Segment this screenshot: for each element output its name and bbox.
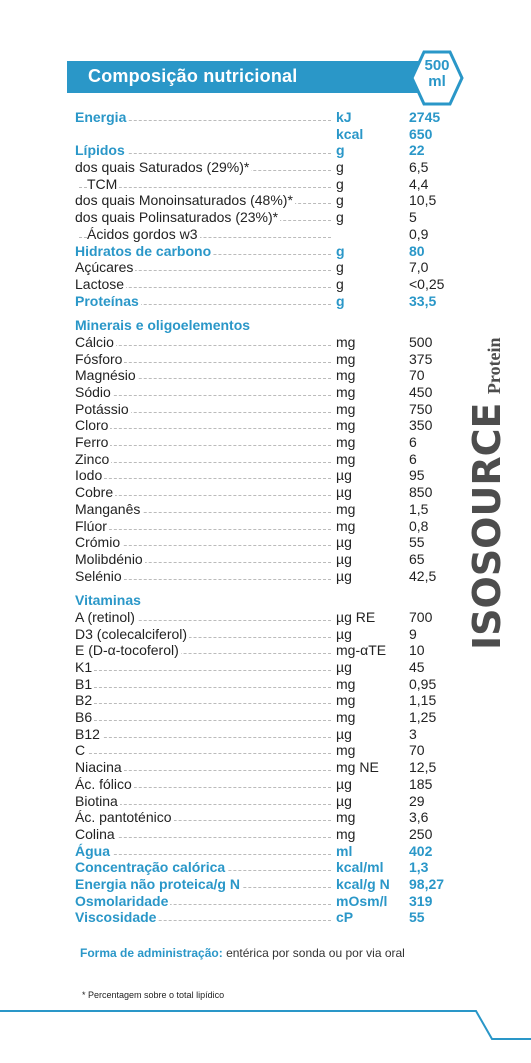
brand-variant: Protein [484,337,504,395]
row-label: Osmolaridade [75,892,169,909]
table-row [75,609,455,626]
table-row [75,726,455,743]
leader-dots [79,720,331,721]
leader-dots [79,345,331,346]
table-row [75,692,455,709]
row-unit: mg [336,350,356,367]
row-value: 350 [409,417,433,434]
row-value: 9 [409,625,417,642]
table-row [75,809,455,826]
row-unit: ml [336,842,353,859]
row-label: TCM [87,175,118,192]
row-label: Biotina [75,792,118,809]
table-row [75,176,455,193]
table-row [75,859,455,876]
table-row [75,276,455,293]
table-row [75,417,455,434]
table-row [75,384,455,401]
row-unit: kcal [336,125,364,142]
table-row [75,243,455,260]
row-unit: g [336,159,344,176]
table-row [75,709,455,726]
row-spacer [75,309,455,317]
row-value: 3 [409,725,417,742]
row-label: Flúor [75,517,107,534]
row-label: dos quais Polinsaturados (23%)* [75,209,279,226]
row-unit: g [336,259,344,276]
row-label: E (D-α-tocoferol) [75,642,179,659]
row-unit: µg [336,725,352,742]
row-unit: mg NE [336,759,379,776]
row-label: A (retinol) [75,608,135,625]
row-label: Iodo [75,467,103,484]
section-heading [75,592,455,609]
table-row [75,126,455,143]
row-label: Ferro [75,434,109,451]
row-unit: mg [336,367,356,384]
row-label: B6 [75,709,93,726]
row-unit: µg [336,534,352,551]
row-label: Ácidos gordos w3 [87,225,198,242]
row-value: 250 [409,825,433,842]
row-unit: cP [336,909,354,926]
table-row [75,568,455,585]
row-label: Magnésio [75,367,136,384]
row-unit: g [336,175,344,192]
table-row [75,626,455,643]
leader-dots [79,687,331,688]
row-value: 65 [409,550,425,567]
row-value: 2745 [409,109,441,125]
row-value: 33,5 [409,292,437,309]
row-value: 185 [409,775,433,792]
row-label: Cloro [75,417,109,434]
row-label: Ác. fólico [75,775,132,792]
row-value: 850 [409,484,433,501]
row-value: 80 [409,242,425,259]
table-row [75,759,455,776]
row-label: Zinco [75,450,110,467]
table-row [75,259,455,276]
nutrition-table [75,109,455,926]
table-row [75,367,455,384]
table-row [75,826,455,843]
row-value: 55 [409,909,425,926]
table-row [75,159,455,176]
row-unit: µg [336,467,352,484]
row-value: 402 [409,842,433,859]
leader-dots [79,703,331,704]
brand-logo [465,337,509,650]
row-unit: mg [336,400,356,417]
row-label: Vitaminas [75,592,141,609]
row-unit: mg [336,709,356,726]
row-unit: mg [336,809,356,826]
row-unit: mg [336,742,356,759]
row-unit: g [336,292,345,309]
volume-value: 500 [424,57,450,74]
table-row [75,876,455,893]
row-unit: µg [336,567,352,584]
volume-badge-text [410,58,464,90]
row-value: 6,5 [409,159,429,176]
row-value: 1,25 [409,709,437,726]
row-value: 319 [409,892,433,909]
administration-label: Forma de administração: [80,946,223,960]
row-value: 4,4 [409,175,429,192]
row-unit: g [336,242,345,259]
row-label: Água [75,842,110,859]
table-row [75,192,455,209]
table-row [75,659,455,676]
row-value: 70 [409,742,425,759]
row-value: 375 [409,350,433,367]
row-unit: g [336,209,344,226]
row-unit: kcal/g N [336,875,390,892]
row-value: 700 [409,608,433,625]
row-unit: mg [336,434,356,451]
row-label: Hidratos de carbono [75,242,212,259]
row-value: 3,6 [409,809,429,826]
row-label: dos quais Monoinsaturados (48%)* [75,192,293,209]
table-row [75,676,455,693]
row-value: 1,5 [409,500,429,517]
row-value: 6 [409,434,417,451]
row-label: Colina [75,825,115,842]
row-label: Cálcio [75,333,114,350]
row-value: 450 [409,384,433,400]
table-row [75,351,455,368]
table-row [75,484,455,501]
leader-dots [79,837,331,838]
leader-dots [79,395,331,396]
row-label: Niacina [75,759,122,776]
table-row [75,226,455,243]
row-value: 5 [409,209,417,226]
table-row [75,334,455,351]
leader-dots [79,753,331,754]
leader-dots [79,445,331,446]
row-unit: mg [336,500,356,517]
row-unit: µg [336,792,352,809]
section-heading [75,317,455,334]
row-label: Minerais e oligoelementos [75,317,251,334]
row-unit: µg [336,659,352,675]
row-unit: µg RE [336,608,376,625]
row-value: 98,27 [409,875,445,892]
row-value: 1,3 [409,859,429,876]
row-label: B1 [75,675,93,692]
table-row [75,142,455,159]
table-row [75,909,455,926]
row-label: D3 (colecalciferol) [75,625,188,642]
page-title: Composição nutricional [88,66,298,86]
row-value: 0,8 [409,517,429,534]
volume-unit: ml [428,73,446,90]
table-row [75,293,455,310]
row-unit: mg [336,517,356,534]
table-row [75,109,455,126]
row-label: Selénio [75,567,122,584]
table-row [75,451,455,468]
section-header [67,61,437,93]
table-row [75,642,455,659]
row-unit: µg [336,625,352,642]
row-value: 500 [409,333,433,350]
row-unit: g [336,142,345,159]
row-value: <0,25 [409,275,445,292]
row-value: 12,5 [409,759,437,776]
table-row [75,518,455,535]
row-label: Sódio [75,384,111,400]
table-row [75,467,455,484]
row-label: Crómio [75,534,121,551]
table-row [75,401,455,418]
row-value: 95 [409,467,425,484]
row-unit: mg [336,333,356,350]
row-unit: µg [336,484,352,501]
row-unit: kcal/ml [336,859,384,876]
row-value: 22 [409,142,425,159]
row-label: B12 [75,725,100,742]
row-label: Concentração calórica [75,859,226,876]
table-row [75,793,455,810]
table-row [75,776,455,793]
row-unit: µg [336,775,352,792]
row-label: Proteínas [75,292,139,309]
row-value: 55 [409,534,425,551]
leader-dots [79,529,331,530]
row-label: Viscosidade [75,909,157,926]
row-value: 1,15 [409,692,437,709]
row-label: Cobre [75,484,114,501]
row-label: Molibdénio [75,550,143,567]
administration-note [80,946,405,960]
row-unit: kJ [336,109,352,125]
row-label: Açúcares [75,259,134,276]
row-unit: mg [336,692,356,709]
row-value: 10 [409,642,425,659]
leader-dots [79,670,331,671]
row-unit: mg-αTE [336,642,387,659]
table-row [75,893,455,910]
row-label: Lípidos [75,142,125,159]
row-value: 29 [409,792,425,809]
table-row [75,551,455,568]
row-label: Energia não proteica/g N [75,875,240,892]
leader-dots [79,428,331,429]
row-value: 650 [409,125,433,142]
row-label: C [75,742,86,759]
row-label: Ác. pantoténico [75,809,172,826]
row-unit: µg [336,550,352,567]
row-unit: mg [336,450,356,467]
table-row [75,843,455,860]
row-spacer [75,584,455,592]
row-label: Energia [75,109,127,125]
row-value: 0,95 [409,675,437,692]
table-row [75,434,455,451]
row-label: Lactose [75,275,125,292]
leader-dots [79,854,331,855]
row-label: Fósforo [75,350,123,367]
row-unit: mg [336,384,356,400]
table-row [75,742,455,759]
row-value: 70 [409,367,425,384]
row-unit: g [336,275,344,292]
leader-dots [79,737,331,738]
leader-dots [79,478,331,479]
brand-name: ISOSOURCE [465,402,509,650]
row-value: 6 [409,450,417,467]
table-row [75,501,455,518]
row-unit: mg [336,675,356,692]
row-value: 42,5 [409,567,437,584]
row-label: Manganês [75,500,141,517]
table-row [75,534,455,551]
row-value: 0,9 [409,225,429,242]
footnote: * Percentagem sobre o total lipídico [82,990,225,1000]
row-unit: g [336,192,344,209]
leader-dots [79,462,331,463]
row-label: B2 [75,692,93,709]
administration-text: entérica por sonda ou por via oral [226,946,405,960]
row-unit: mg [336,825,356,842]
row-value: 750 [409,400,433,417]
row-label: Potássio [75,400,129,417]
row-value: 45 [409,659,425,675]
row-label: K1 [75,659,93,675]
row-value: 7,0 [409,259,429,276]
table-row [75,209,455,226]
leader-dots [79,495,331,496]
corner-decoration [0,1005,531,1063]
row-value: 10,5 [409,192,437,209]
row-unit: mOsm/l [336,892,388,909]
row-label: dos quais Saturados (29%)* [75,159,250,176]
row-unit: mg [336,417,356,434]
